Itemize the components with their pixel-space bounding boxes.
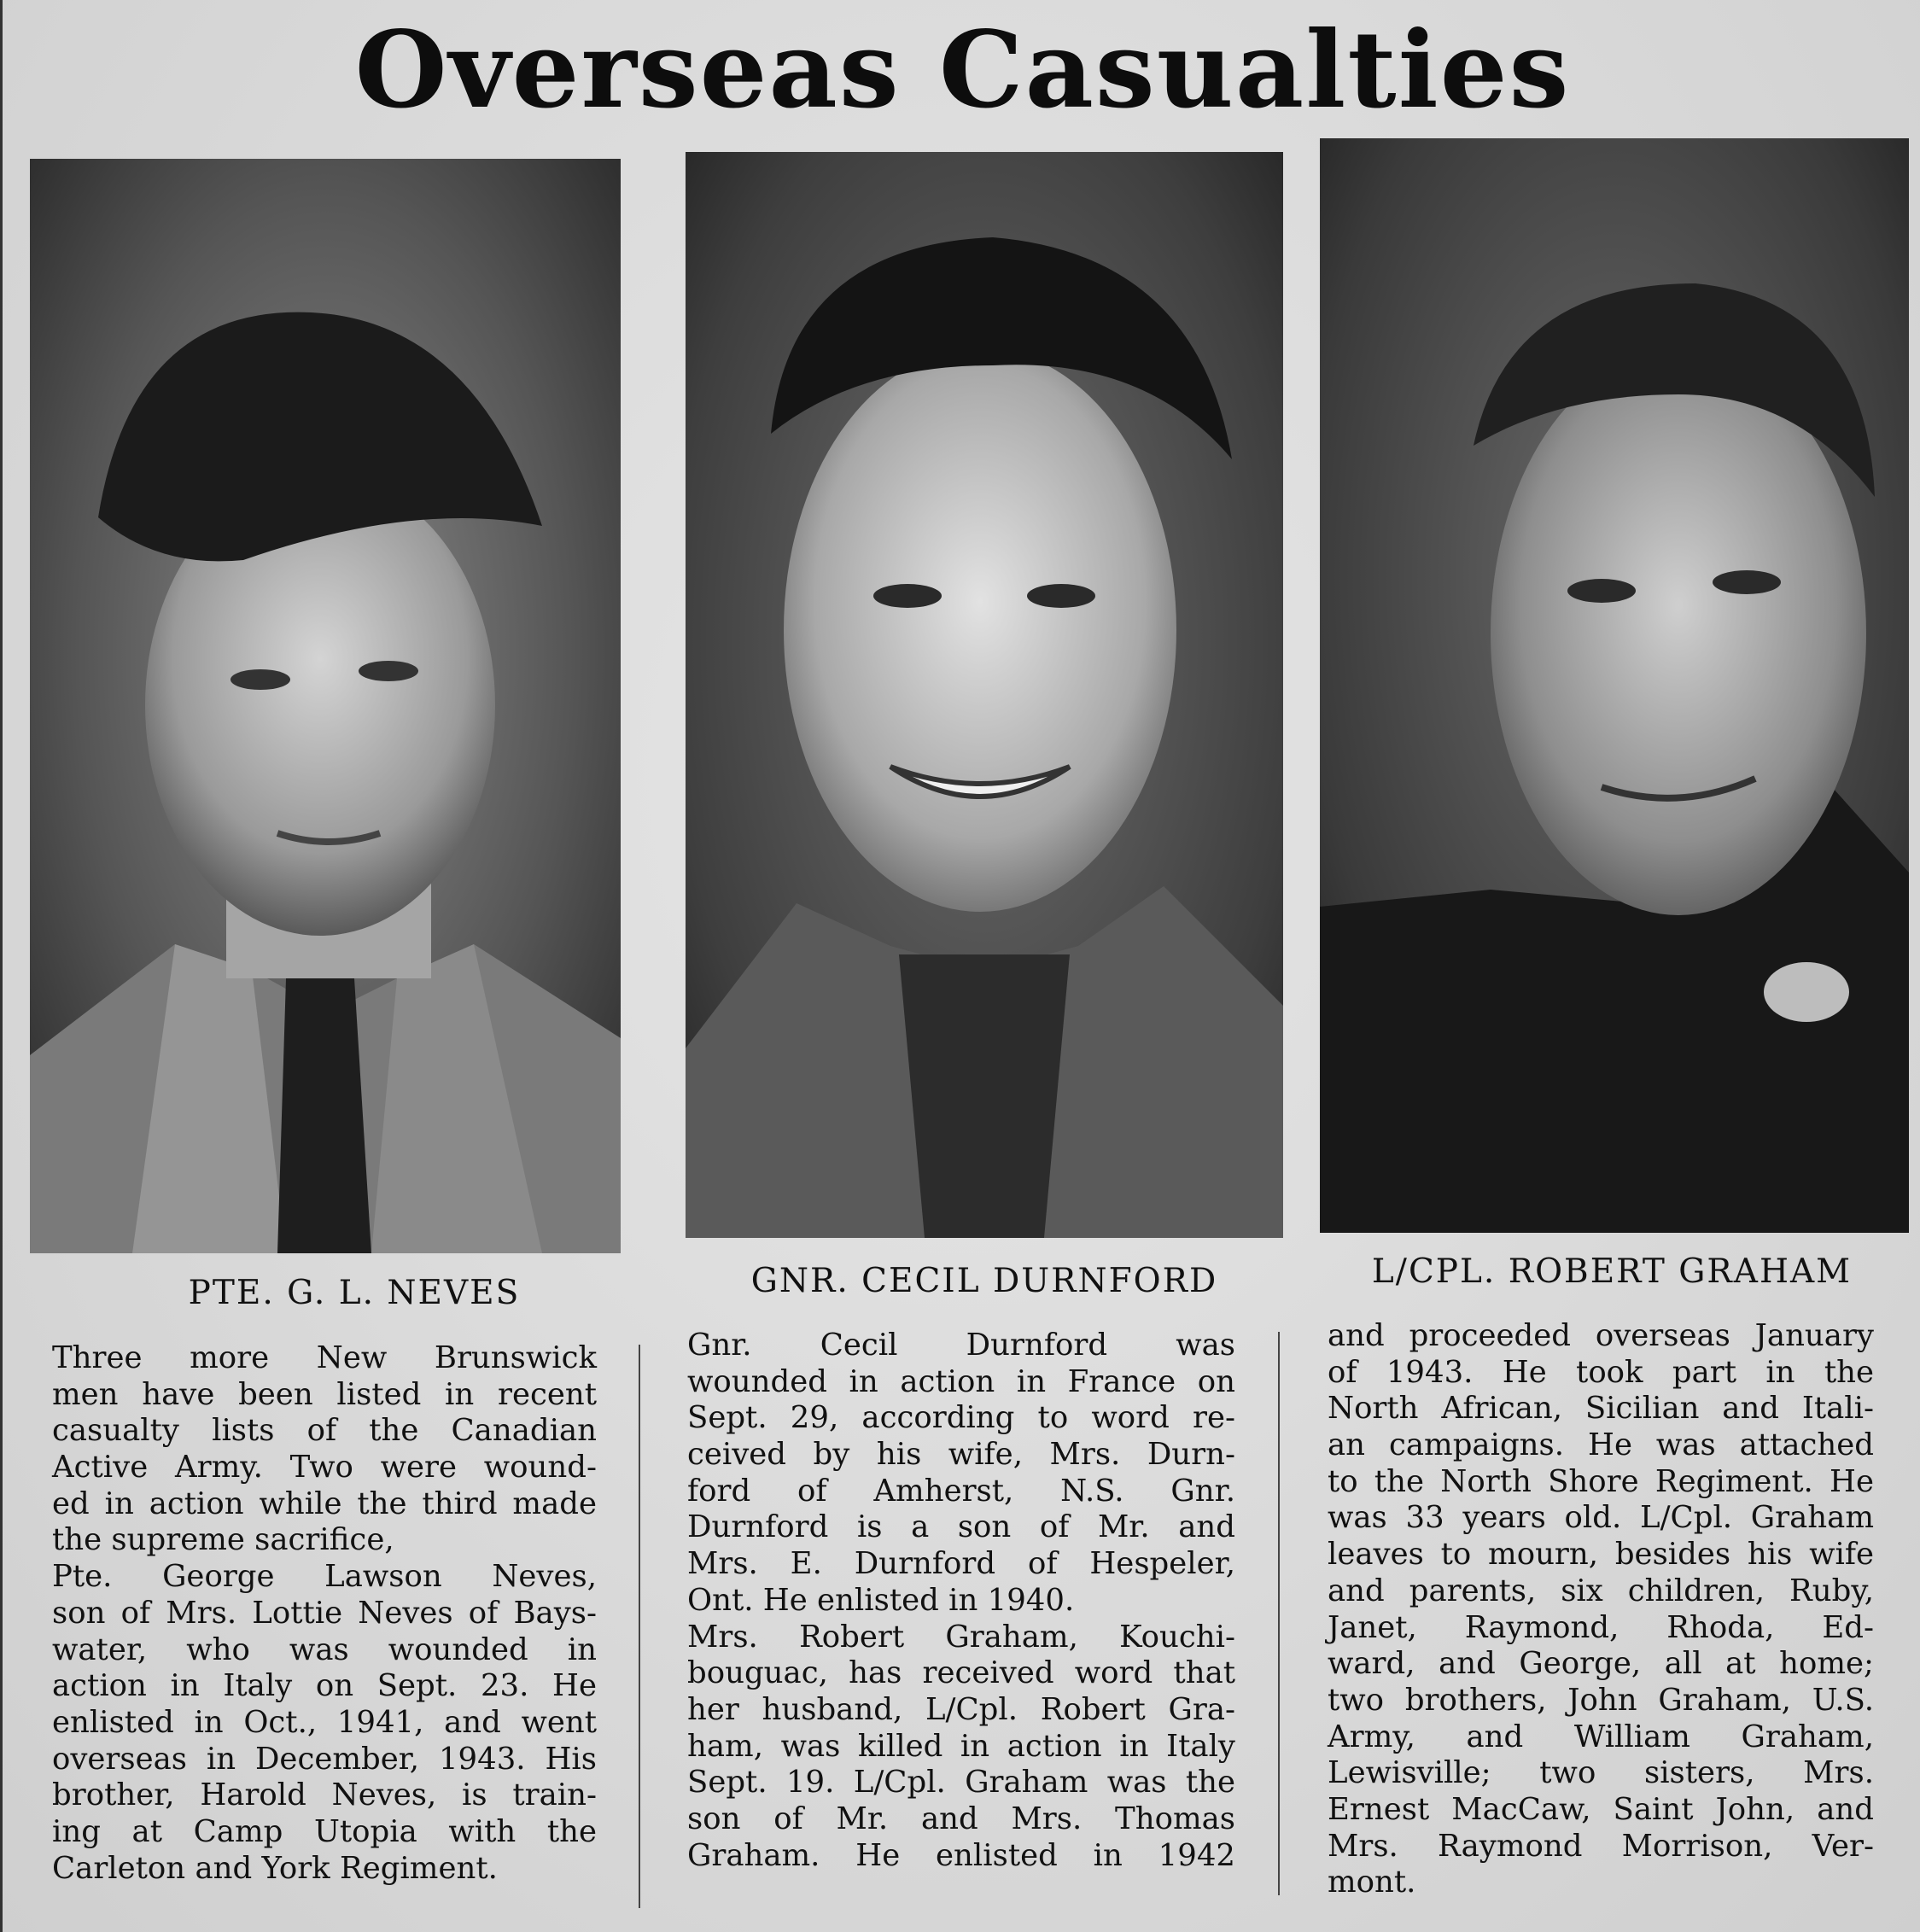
caption-graham: L/CPL. ROBERT GRAHAM (1371, 1252, 1853, 1291)
text-line: son of Mr. and Mrs. Thomas (687, 1801, 1235, 1836)
text-line: action in Italy on Sept. 23. He (52, 1668, 597, 1704)
caption-neves: PTE. G. L. NEVES (188, 1274, 521, 1312)
text-line: overseas in December, 1943. His (52, 1741, 597, 1777)
text-line: and proceeded overseas January (1328, 1318, 1874, 1353)
text-line: Carleton and York Regiment. (52, 1850, 498, 1886)
text-line: her husband, L/Cpl. Robert Gra- (687, 1691, 1235, 1727)
text-line: brother, Harold Neves, is train- (52, 1777, 597, 1813)
text-line: ing at Camp Utopia with the (52, 1813, 597, 1849)
text-line: water, who was wounded in (52, 1631, 597, 1667)
text-line: of 1943. He took part in the (1328, 1354, 1874, 1390)
portrait-graham-image (1320, 138, 1909, 1233)
text-line: two brothers, John Graham, U.S. (1328, 1682, 1874, 1718)
photo-graham (1320, 138, 1909, 1233)
text-line: men have been listed in recent (52, 1376, 597, 1412)
text-line: Ernest MacCaw, Saint John, and (1328, 1791, 1874, 1827)
text-line: casualty lists of the Canadian (52, 1413, 597, 1449)
text-line: Lewisville; two sisters, Mrs. (1328, 1755, 1874, 1791)
text-line: ward, and George, all at home; (1328, 1646, 1874, 1682)
text-line: Pte. George Lawson Neves, (52, 1559, 597, 1595)
portrait-neves-image (30, 159, 621, 1253)
text-line: ceived by his wife, Mrs. Durn- (687, 1437, 1235, 1473)
text-line: Mrs. Raymond Morrison, Ver- (1328, 1828, 1874, 1864)
text-line: ed in action while the third made (52, 1485, 597, 1521)
text-line: Janet, Raymond, Rhoda, Ed- (1328, 1609, 1874, 1645)
text-line: bouguac, has received word that (687, 1655, 1235, 1691)
text-line: an campaigns. He was attached (1328, 1427, 1874, 1463)
text-line: ham, was killed in action in Italy (687, 1728, 1235, 1764)
text-line: son of Mrs. Lottie Neves of Bays- (52, 1595, 597, 1631)
headline: Overseas Casualties (354, 9, 1571, 132)
text-line: was 33 years old. L/Cpl. Graham (1328, 1500, 1874, 1536)
article-column-1 (52, 1340, 597, 1887)
column-rule (639, 1345, 640, 1908)
article-column-2 (687, 1328, 1235, 1874)
article-column-3 (1328, 1318, 1874, 1901)
text-line: wounded in action in France on (687, 1363, 1235, 1399)
text-line: North African, Sicilian and Itali- (1328, 1391, 1874, 1427)
text-line: ford of Amherst, N.S. Gnr. (687, 1473, 1235, 1509)
photo-durnford (686, 152, 1283, 1238)
text-line: mont. (1328, 1865, 1416, 1900)
text-line: Mrs. E. Durnford of Hespeler, (687, 1546, 1235, 1582)
text-line: to the North Shore Regiment. He (1328, 1463, 1874, 1499)
text-line: Army, and William Graham, (1328, 1719, 1874, 1754)
text-line: Gnr. Cecil Durnford was (687, 1328, 1235, 1363)
text-line: Ont. He enlisted in 1940. (687, 1582, 1075, 1618)
text-line: leaves to mourn, besides his wife (1328, 1537, 1874, 1573)
text-line: Mrs. Robert Graham, Kouchi- (687, 1619, 1235, 1655)
text-line: Durnford is a son of Mr. and (687, 1509, 1235, 1545)
photo-neves (30, 159, 621, 1253)
text-line: enlisted in Oct., 1941, and went (52, 1704, 597, 1740)
text-line: the supreme sacrifice, (52, 1522, 394, 1558)
text-line: Three more New Brunswick (52, 1340, 597, 1375)
portrait-durnford-image (686, 152, 1283, 1238)
text-line: Graham. He enlisted in 1942 (687, 1837, 1235, 1873)
column-rule (1278, 1332, 1280, 1895)
text-line: Active Army. Two were wound- (52, 1450, 597, 1485)
text-line: Sept. 19. L/Cpl. Graham was the (687, 1765, 1235, 1801)
text-line: and parents, six children, Ruby, (1328, 1573, 1874, 1608)
text-line: Sept. 29, according to word re- (687, 1400, 1235, 1436)
caption-durnford: GNR. CECIL DURNFORD (750, 1262, 1218, 1300)
